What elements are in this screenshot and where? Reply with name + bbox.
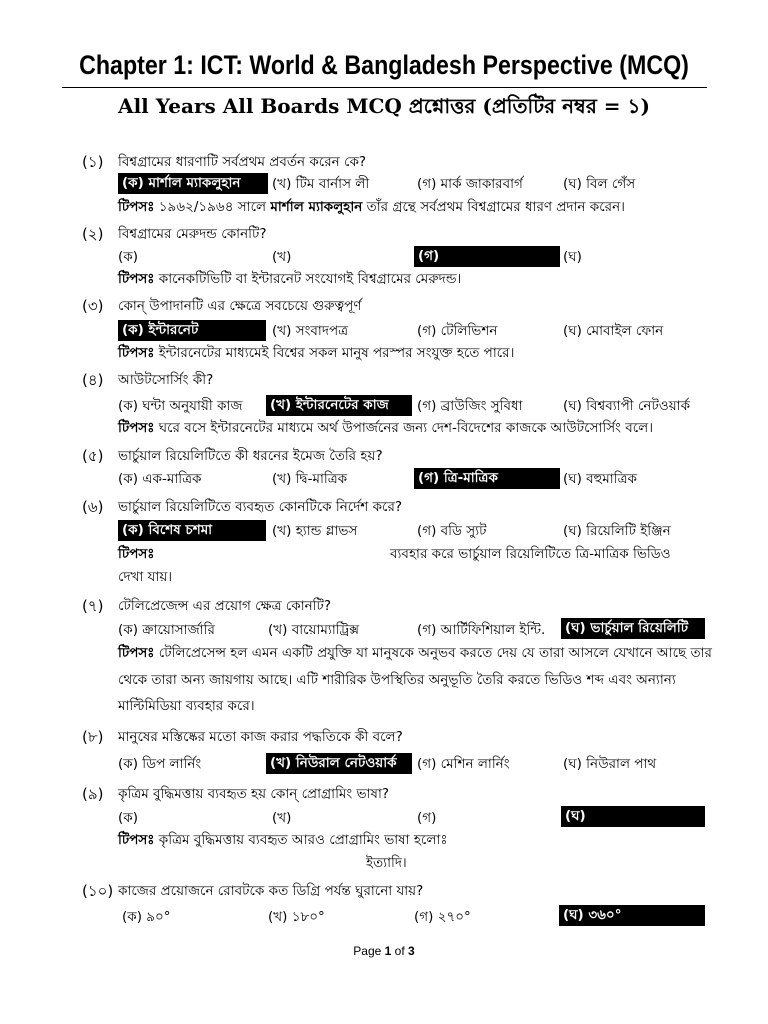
option: (ক) ঘন্টা অনুযায়ী কাজ [118, 398, 243, 414]
question-text: বিশ্বগ্রামের মেরুদন্ড কোনটি? [118, 226, 267, 242]
option: (গ) ব্রাউজিং সুবিধা [417, 398, 523, 414]
tip-text: টিপসঃ ইন্টারনেটের মাধ্যমেই বিশ্বের সকল মানুষ পরস্পর সংযুক্ত হতে পারে। [118, 345, 515, 361]
tip-text: মাল্টিমিডিয়া ব্যবহার করে। [118, 698, 255, 714]
option: (ঘ) নিউরাল পাথ [563, 756, 657, 772]
title-divider [62, 87, 707, 88]
option: (ঘ) [563, 249, 582, 265]
tip-text: ইত্যাদি। [366, 855, 407, 871]
question-number: (৫) [82, 447, 104, 465]
question-number: (২) [82, 225, 104, 243]
tip-text: টিপসঃ কানেকটিভিটি বা ইন্টারনেট সংযোগই বিশ্বগ্রামের মেরুদন্ড। [118, 271, 462, 287]
question-text: ভার্চুয়াল রিয়েলিটিতে ব্যবহৃত কোনটিকে নির্দেশ করে? [118, 499, 403, 515]
option: (গ) টেলিভিশন [417, 323, 498, 339]
option-correct: (ক) ইন্টারনেট [118, 320, 266, 341]
tip-text: টিপসঃ টেলিপ্রেসেন্স হল এমন একটি প্রযুক্তি যা মানুষকে অনুভব করতে দেয় যে তারা আসলে যেখানে আছে তার [118, 645, 712, 661]
question-number: (৩) [82, 297, 104, 315]
option: (খ) টিম বার্নাস লী [272, 176, 370, 192]
option: (ক) ক্রায়োসার্জারি [118, 622, 215, 638]
option: (খ) [272, 810, 292, 826]
option-correct: (খ) নিউরাল নেটওয়ার্ক [266, 753, 412, 774]
option-correct: (গ) ত্রি-মাত্রিক [414, 468, 560, 489]
page-subtitle: All Years All Boards MCQ প্রশ্নোত্তর (প্রতিটির নম্বর = ১) [118, 94, 650, 118]
question-number: (৯) [82, 785, 104, 803]
question-text: মানুষের মস্তিষ্কের মতো কাজ করার পদ্ধতিকে কী বলে? [118, 729, 403, 745]
question-text: কোন্ উপাদানটি এর ক্ষেত্রে সবচেয়ে গুরুত্বপূর্ণ [118, 298, 362, 314]
page-title: Chapter 1: ICT: World & Bangladesh Perspective (MCQ) [79, 50, 689, 80]
question-text: ভার্চুয়াল রিয়েলিটিতে কী ধরনের ইমেজ তৈরি হয়? [118, 448, 383, 464]
question-text: কৃত্রিম বুদ্ধিমত্তায় ব্যবহৃত হয় কোন্ প্রোগ্রামিং ভাষা? [118, 786, 390, 802]
question-number: (১০) [82, 882, 114, 900]
question-number: (৪) [82, 371, 104, 389]
question-number: (৭) [82, 597, 104, 615]
question-number: (১) [82, 153, 104, 171]
option: (খ) সংবাদপত্র [272, 323, 349, 339]
option: (খ) ১৮০° [268, 909, 325, 925]
option-correct: (গ) [414, 246, 560, 267]
tip-label: টিপসঃ [118, 546, 155, 562]
option-correct: (ক) মার্শাল ম্যাকলুহান [118, 173, 268, 194]
option-correct: (ঘ) ভার্চুয়াল রিয়েলিটি [561, 618, 705, 639]
option: (ঘ) বহুমাত্রিক [563, 471, 637, 487]
page-footer: Page 1 of 3 [353, 944, 415, 958]
question-text: আউটসোর্সিং কী? [118, 372, 214, 388]
option: (ক) ৯০° [122, 909, 171, 925]
question-number: (৮) [82, 728, 104, 746]
option: (গ) [417, 810, 437, 826]
option-correct: (ঘ) ৩৬০° [559, 905, 705, 926]
option: (গ) মার্ক জাকারবার্গ [417, 176, 523, 192]
option: (খ) হ্যান্ড গ্লাভস [272, 523, 358, 539]
tip-text: দেখা যায়। [118, 569, 173, 585]
option-correct: (খ) ইন্টারনেটের কাজ [266, 395, 412, 416]
option: (ঘ) বিশ্বব্যাপী নেটওয়ার্ক [563, 398, 691, 414]
question-text: কাজের প্রয়োজনে রোবটকে কত ডিগ্রি পর্যন্ত ঘুরানো যায়? [118, 883, 424, 899]
tip-text: থেকে তারা অন্য জায়গায় আছে। এটি শারীরিক উপস্থিতির অনুভূতি তৈরি করতে ভিডিও শব্দ এবং অন্যান্য [118, 672, 676, 688]
tip-text: ব্যবহার করে ভার্চুয়াল রিয়েলিটিতে ত্রি-মাত্রিক ভিডিও [390, 546, 671, 562]
tip-text: টিপসঃ ১৯৬২/১৯৬৪ সালে মার্শাল ম্যাকলুহান তাঁর গ্রন্থে সর্বপ্রথম বিশ্বগ্রামের ধারণ প্রদান করেন। [118, 199, 625, 215]
option: (গ) বডি স্যুট [417, 523, 487, 539]
tip-text: টিপসঃ কৃত্রিম বুদ্ধিমত্তায় ব্যবহৃত আরও প্রোগ্রামিং ভাষা হলোঃ [118, 832, 448, 848]
option: (ক) ডিপ লার্নিং [118, 756, 202, 772]
question-text: টেলিপ্রেজেন্স এর প্রয়োগ ক্ষেত্র কোনটি? [118, 598, 332, 614]
option: (খ) [272, 249, 292, 265]
option-correct: (ক) বিশেষ চশমা [118, 520, 266, 541]
option: (ঘ) বিল গেঁস [563, 176, 636, 192]
question-number: (৬) [82, 498, 104, 516]
option: (ক) [118, 249, 138, 265]
tip-text: টিপসঃ ঘরে বসে ইন্টারনেটের মাধ্যমে অর্থ উপার্জনের জন্য দেশ-বিদেশের কাজকে আউটসোর্সিং বলে। [118, 420, 654, 436]
option: (ক) এক-মাত্রিক [118, 471, 202, 487]
option: (খ) বায়োম্যাট্রিক্স [268, 622, 360, 638]
option: (ঘ) রিয়েলিটি ইঞ্জিন [563, 523, 671, 539]
option: (গ) আর্টিফিশিয়াল ইন্টি. [417, 622, 546, 638]
option: (ক) [118, 810, 138, 826]
option: (গ) মেশিন লার্নিং [417, 756, 510, 772]
option: (গ) ২৭০° [414, 909, 471, 925]
option: (খ) দ্বি-মাত্রিক [272, 471, 348, 487]
option: (ঘ) মোবাইল ফোন [563, 323, 664, 339]
question-text: বিশ্বগ্রামের ধারণাটি সর্বপ্রথম প্রবর্তন করেন কে? [118, 154, 367, 170]
option-correct: (ঘ) [561, 806, 705, 827]
